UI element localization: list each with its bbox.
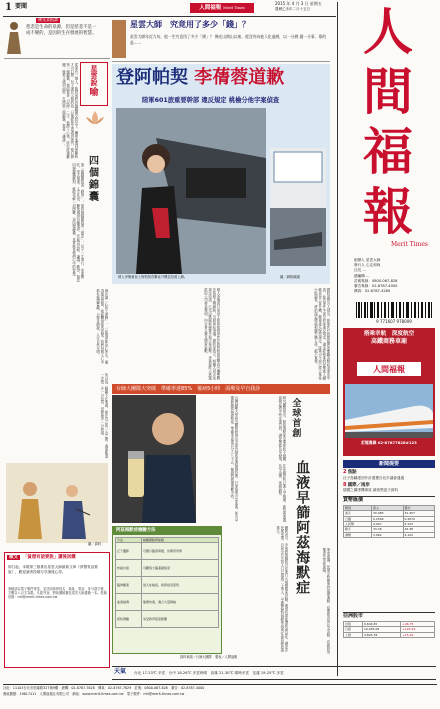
health-body-1: 台灣師範大學研究團隊研發出全球首創的血液檢測技術，只需抽取少量血液，即可早期篩檢阿茲海默症，準確率高達百分之八十五，檢測時間僅需數小時。 [229,396,238,522]
index-page: 8 [343,481,347,488]
table-row [116,560,219,577]
index-item [343,483,435,494]
essay-tag: 徵文 [9,555,18,560]
table-cell: 5.123 [403,522,435,527]
barcode [354,302,434,324]
buddha-figure-icon [4,20,24,54]
index-title: 新聞提要 [343,460,435,468]
health-body-3: 團隊表示，未來將與醫院合作進行大規模臨床試驗，期望技術能盡快商品化，讓更多民眾受惠。目前全台失智人口已超過二十萬人，早期篩檢對減輕家庭與社會負擔意義重大。 [275,526,288,652]
inset-caption: 圖／網路截圖 [280,275,300,279]
table-row [116,611,219,628]
health-table-head: 方法 [116,538,142,543]
parable-title: 四個錦囊 [86,155,98,203]
table-cell: 3.962 [372,532,403,537]
logo-english: Merit Times [390,241,428,248]
table-cell: 4.907 [372,522,403,527]
table-cell: 核磁共振 [116,560,142,577]
publisher-line: 社長 … [354,268,366,273]
table-cell: 4.122 [403,532,435,537]
index-page: 2 [343,469,347,475]
ad-logo-text: 人間福報 [373,364,405,374]
table-cell: 0.2670 [403,516,435,521]
index-text: 社子島翻建回升計畫獲台北市議會通過 [343,475,405,480]
news-index [343,460,435,556]
barcode-icon [354,302,434,318]
table-cell: 歐元 [344,527,372,532]
publisher-info [354,258,436,300]
ad-train-image [345,384,433,438]
table-cell: 賣出 [403,505,435,510]
table-cell: +15.49 [401,632,435,637]
teaser-photo [112,20,126,58]
index-item [343,470,435,481]
ad-logo-box [357,362,421,376]
table-cell: 33.36 [372,527,403,532]
weather-label: 天氣 [114,668,127,675]
lead-photo [116,108,266,274]
table-cell: 30.983 [372,511,403,516]
table-cell: 上證 [344,632,363,637]
table-cell: 血液檢測 [116,594,142,611]
market-title: 貨幣匯價 [343,496,435,504]
lead-headline-part2: 李蒨蓉道歉 [194,67,285,88]
saying-box [4,18,100,56]
index-section: 國際／兩岸 [347,482,370,488]
logo-char: 間 [363,62,413,121]
logo-char: 福 [363,122,413,181]
table-cell: 正子攝影 [116,543,142,560]
weather-text: 台北 17-23℃ 多雲 台中 18-26℃ 多雲時晴 高雄 21-30℃ 晴時多雲 花蓮 19-25℃ 多雲 [134,671,284,675]
health-kicker: 全球首創 [290,398,301,438]
health-table-head: 檢驗優點與缺點 [142,538,219,543]
ad-sub: 高鐵商務車廂 [370,338,407,346]
essay-text: 即日起，本報第三版推出星雲大師最新文章《貧僧有話要說》，歡迎讀者投稿分享讀後心得。 [8,565,98,575]
parable-body: 從前有一個人，臨終前將四個錦囊交給兒子，囑咐他遇到困難時才可打開。兒子謹記父親的話，日後經營生意遇到挫折，便打開第一個錦囊，裡面寫著「忍耐」二字。他靜下心來，終於度過難關。後來又遇到糾紛，打開第二個錦囊，寫著「謙讓」。 [61,63,78,159]
stock-box [343,612,435,668]
health-body-2: 研究團隊指出，阿茲海默症早期症狀不明顯，往往確診時已進入中晚期。新技術透過偵測血液中特定蛋白質，讓民眾能及早發現、及早治療，延緩病程。 [277,396,286,522]
table-cell: 侵入性檢查，病患接受度低 [142,577,219,594]
table-cell: 日經 [344,627,363,632]
table-cell: 可顯示腦部病變，但費用昂貴 [142,543,219,560]
footer-line: 社址：11103台北市松隆路327號9樓 總機：02-8787-7828 傳真：02-8787-7829 訂報：0800-067-828 廣告：02-8787-4000 [3,686,205,690]
publisher-line: 創辦人 星雲大師 [354,258,381,262]
parable-illustration [6,463,108,543]
parable-tag-text: 星雲說 [90,65,99,86]
fx-table [343,505,435,538]
lead-caption: 藝人李蒨蓉登上阿帕契攻擊直升機並拍照上網。 [118,275,188,279]
essay-details: 來稿請以電子郵件寄送，並註明真實姓名、地址、電話、身分證字號，字數以八百字為限。凡經刊登，將致贈稿費及星雲大師書籍一本。投稿信箱：mtl@merit-times.com.tw [8,587,107,600]
table-cell: 人民幣 [344,522,372,527]
table-cell: 台股 [344,621,363,626]
teaser-headline: 星雲大師 究竟用了多少「錢」？ [130,19,250,29]
health-banner: 台師大團隊大突破 準確率達85% 罹病5小時 面療及早自我診 [112,384,330,394]
table-row [344,532,435,537]
table-cell: 0.2569 [372,516,403,521]
table-cell: 易受教育程度影響 [142,611,219,628]
stock-table [343,621,435,638]
big-logo [340,2,436,254]
parable-column [4,58,110,542]
health-table-credit: 資料來源／台師大團隊 製表／人間福報 [180,655,238,659]
parable-tag2: 喻 [89,87,99,98]
table-row [116,594,219,611]
table-cell: +122.29 [401,627,435,632]
publisher-line: 廣告專線：02-8787-4000 [354,284,398,289]
publisher-line: 發行人 心定和尚 [354,263,381,268]
index-section: 焦點 [347,470,357,475]
lead-headline-part1: 登阿帕契 [116,67,188,88]
footer [3,684,437,706]
lead-body-1: 藝人李蒨蓉日前登上陸軍航特部601旅阿帕契攻擊直升機參觀並拍照上傳網路，引發軍紀爭議。國防部表示，相關人員未依規定申請，已交由桃園地檢署分他字案偵辦。李蒨蓉昨天透過經紀公司發表聲明，向社會大眾及國軍致歉。 [203,288,220,380]
small-logo-text: 人間福報 [199,5,222,11]
small-logo [190,3,254,13]
table-cell: 9,604.65 [362,621,400,626]
index-text: 德國之翼墜機事故 調查黑盒子資料 [343,488,399,493]
ad-box [343,328,435,456]
lunar-line: 農曆乙未年二月十五日 [275,7,310,11]
date-line: 2015 年 4 月 3 日 星期五 [275,1,322,6]
parable-body-3: 佛法講「心如工畫師」，一切境界都由心所生。懂得運用智慧，就能轉煩惱為菩提。我們每個人心中都有無盡寶藏，只要肯開發，人生自然光明。 [95,289,108,364]
lotus-icon [84,109,106,125]
inset-photo [270,148,326,266]
table-cell: 3,825.78 [362,632,400,637]
publisher-line: 訂報專線：0800-067-828 [354,278,398,283]
parable-body-4: 所以說，錦囊不在他處，就在自己的一念之間。遇事能退一步想，多一分包容，世間就多一分和諧。 [99,373,108,458]
right-rail-rule [337,2,338,676]
table-cell: 美元 [344,511,372,516]
table-cell: 可觀察大腦萎縮程度 [142,560,219,577]
table-cell: 港幣 [344,532,372,537]
page-header [3,2,336,16]
essay-title: 「貧僧有話要說」讀後回饋 [23,555,76,560]
footer-line: 郵政劃撥：19617411 人間福報社有限公司 網址：www.merit-times.com.tw 電子郵件：mtl@merit-times.com.tw [3,692,185,696]
health-photo [112,395,196,523]
section-label: 要聞 [15,3,28,10]
logo-char: 人 [363,2,413,61]
health-table-title: 阿茲海默症檢驗方法 [113,527,221,535]
publisher-line: 總編輯 … [354,273,370,278]
table-row [344,632,435,637]
ad-headline: 搭乘幸航 深度航空 [363,331,415,337]
table-cell: 日圓 [344,516,372,521]
stocks-title: 亞洲股市 [343,612,435,620]
parable-tag [80,62,108,106]
parable-body-2: 第三個錦囊寫著「勤勞」，第四個錦囊寫著「慈悲」。兒子一生奉行，家業興旺，受人敬重。人生在世，難免遇到各種境界，若能以忍耐、謙讓、勤勞、慈悲四個錦囊應對，就能化解一切困難。這四個錦囊，其實就是我們心中的智慧。 [71,163,84,282]
table-cell: 簡便快速，適合大量篩檢 [142,594,219,611]
table-cell: 腦脊髓液 [116,577,142,594]
lead-body-2: 國防部發言人指出，陸軍601旅營區開放參觀活動必須事先申請，此次事件中部分幹部違反規定，讓未經核准的民眾進入棚廠並登上直升機，嚴重違反保密規定。陸軍司令部已成立專案小組調查，將依規定懲處相關失職人員，絕不寬貸。 [313,288,330,380]
health-headline: 血液早篩阿茲海默症 [294,460,311,595]
lead-story [112,64,330,284]
table-cell: 認知測驗 [116,611,142,628]
table-cell: 19,435.08 [362,627,400,632]
ad-phone: 訂報專線 02-87877828#123 [361,440,417,445]
saying-text: 慈悲是生命的泉源，但是慈悲不是一成不變的，是因的生存發展的智慧。 [26,25,97,36]
saying-title: 佛光菜根譚 [38,17,58,22]
table-cell: 34.38 [403,527,435,532]
illustration-caption: 圖／資料 [88,542,102,546]
small-logo-en: Merit Times [223,6,245,10]
table-cell: 幣別 [344,505,372,510]
teaser-box [112,18,330,62]
table-row [116,577,219,594]
health-table-box [112,526,222,654]
essay-call-box [4,552,110,668]
weather-strip [112,666,436,680]
table-cell: 買入 [372,505,403,510]
lead-headline [116,68,284,89]
health-table [115,537,219,628]
table-row [116,543,219,560]
publisher-line: 傳真：02-8787-4280 [354,289,391,294]
logo-char: 報 [363,182,413,241]
lead-subhead: 陸軍601旅重要幹部 違反規定 桃檢分他字案偵查 [142,97,280,104]
health-body-4: 專家建議，民眾平時應保持規律運動、均衡飲食與社交活動，有助降低罹患失智症風險。 [321,548,330,654]
page-number: 1 [5,2,12,13]
teaser-text: 星雲大師年近九旬，他一生究竟用了多少「錢」？ 佛光山開山以來，從沒有向他人化過錢，以一分錢 做一分事，靠的是…… [130,34,327,45]
barcode-number: 9 771607 978009 [376,318,412,324]
table-cell: +46.75 [401,621,435,626]
table-cell: 31.457 [403,511,435,516]
